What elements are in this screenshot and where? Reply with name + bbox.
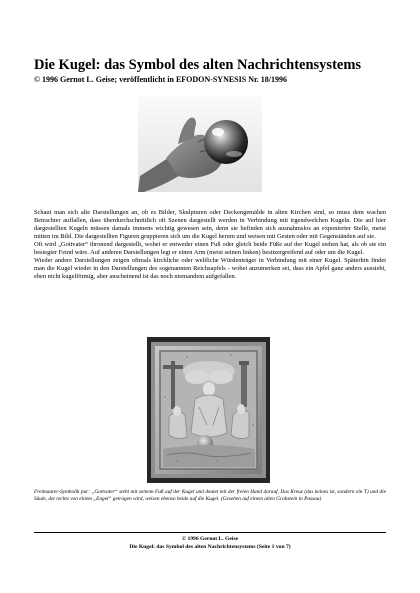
article-byline: © 1996 Gernot L. Geise; veröffentlicht in EFODON-SYNESIS Nr. 18/1996 [34, 75, 288, 84]
figure-caption: Freimaurer-Symbolik pur: „Gottvater“ steht mit seinem Fuß auf der Kugel und deutet mit der freien Hand darauf. Das Kreuz (das keines ist, sondern ein T) und die Säule, die rechts von einem „Engel“ getragen wird, weisen ebenso beide auf die Kugel. (Gesehen auf einem alten Grabstein in Passau) [34, 489, 386, 502]
body-paragraph: Wieder andere Darstellungen zeigen oftmals kirchliche oder weltliche Würdenträger in Verbindung mit einer Kugel. Späterhin findet man die Kugel wieder in den Darstellungen des sogenannten Reichsapfels - wobei anzumerken sei, dass ein Apfel ganz anders aussieht, eben nicht kugelförmig, aber anscheinend ist das noch niemandem aufgefallen. [34, 257, 386, 281]
hand-holding-sphere-photo [138, 96, 262, 192]
body-paragraph: Schaut man sich alte Darstellungen an, ob es Bilder, Skulpturen oder Deckengemälde in alten Kirchen sind, so muss dem wachen Betrachter auffallen, dass überdurchschnittlich oft Szenen dargestellt werden in Verbindung mit irgendwelchen Kugeln. Die auf hier dargestellten Kugeln müssen damals immens wichtig gewesen sein, denn sie befinden sich ausnahmslos an exponierter Stelle, meist mitten im Bild. Die dargestellten Figuren gruppieren sich um die Kugel herum und weisen mit Gesten oder mit Gegenständen auf sie. [34, 209, 386, 241]
footer-page-info: Die Kugel: das Symbol des alten Nachrichtensystems (Seite 1 von 7) [129, 544, 291, 550]
article-body [34, 209, 386, 281]
article-title: Die Kugel: das Symbol des alten Nachrichtensystems [34, 57, 362, 73]
footer-divider [34, 532, 386, 533]
gravestone-relief-image [147, 337, 270, 483]
body-paragraph: Oft wird „Gottvater“ thronend dargestellt, wobei er entweder einen Fuß oder gleich beide Füße auf der Kugel stehen hat, als ob sie ein besiegter Feind wäre. Auf anderen Darstellungen legt er einen Arm (meist seinen linken) besitzergreifend auf oder um die Kugel. [34, 241, 386, 257]
footer-copyright: © 1996 Gernot L. Geise [181, 536, 239, 542]
